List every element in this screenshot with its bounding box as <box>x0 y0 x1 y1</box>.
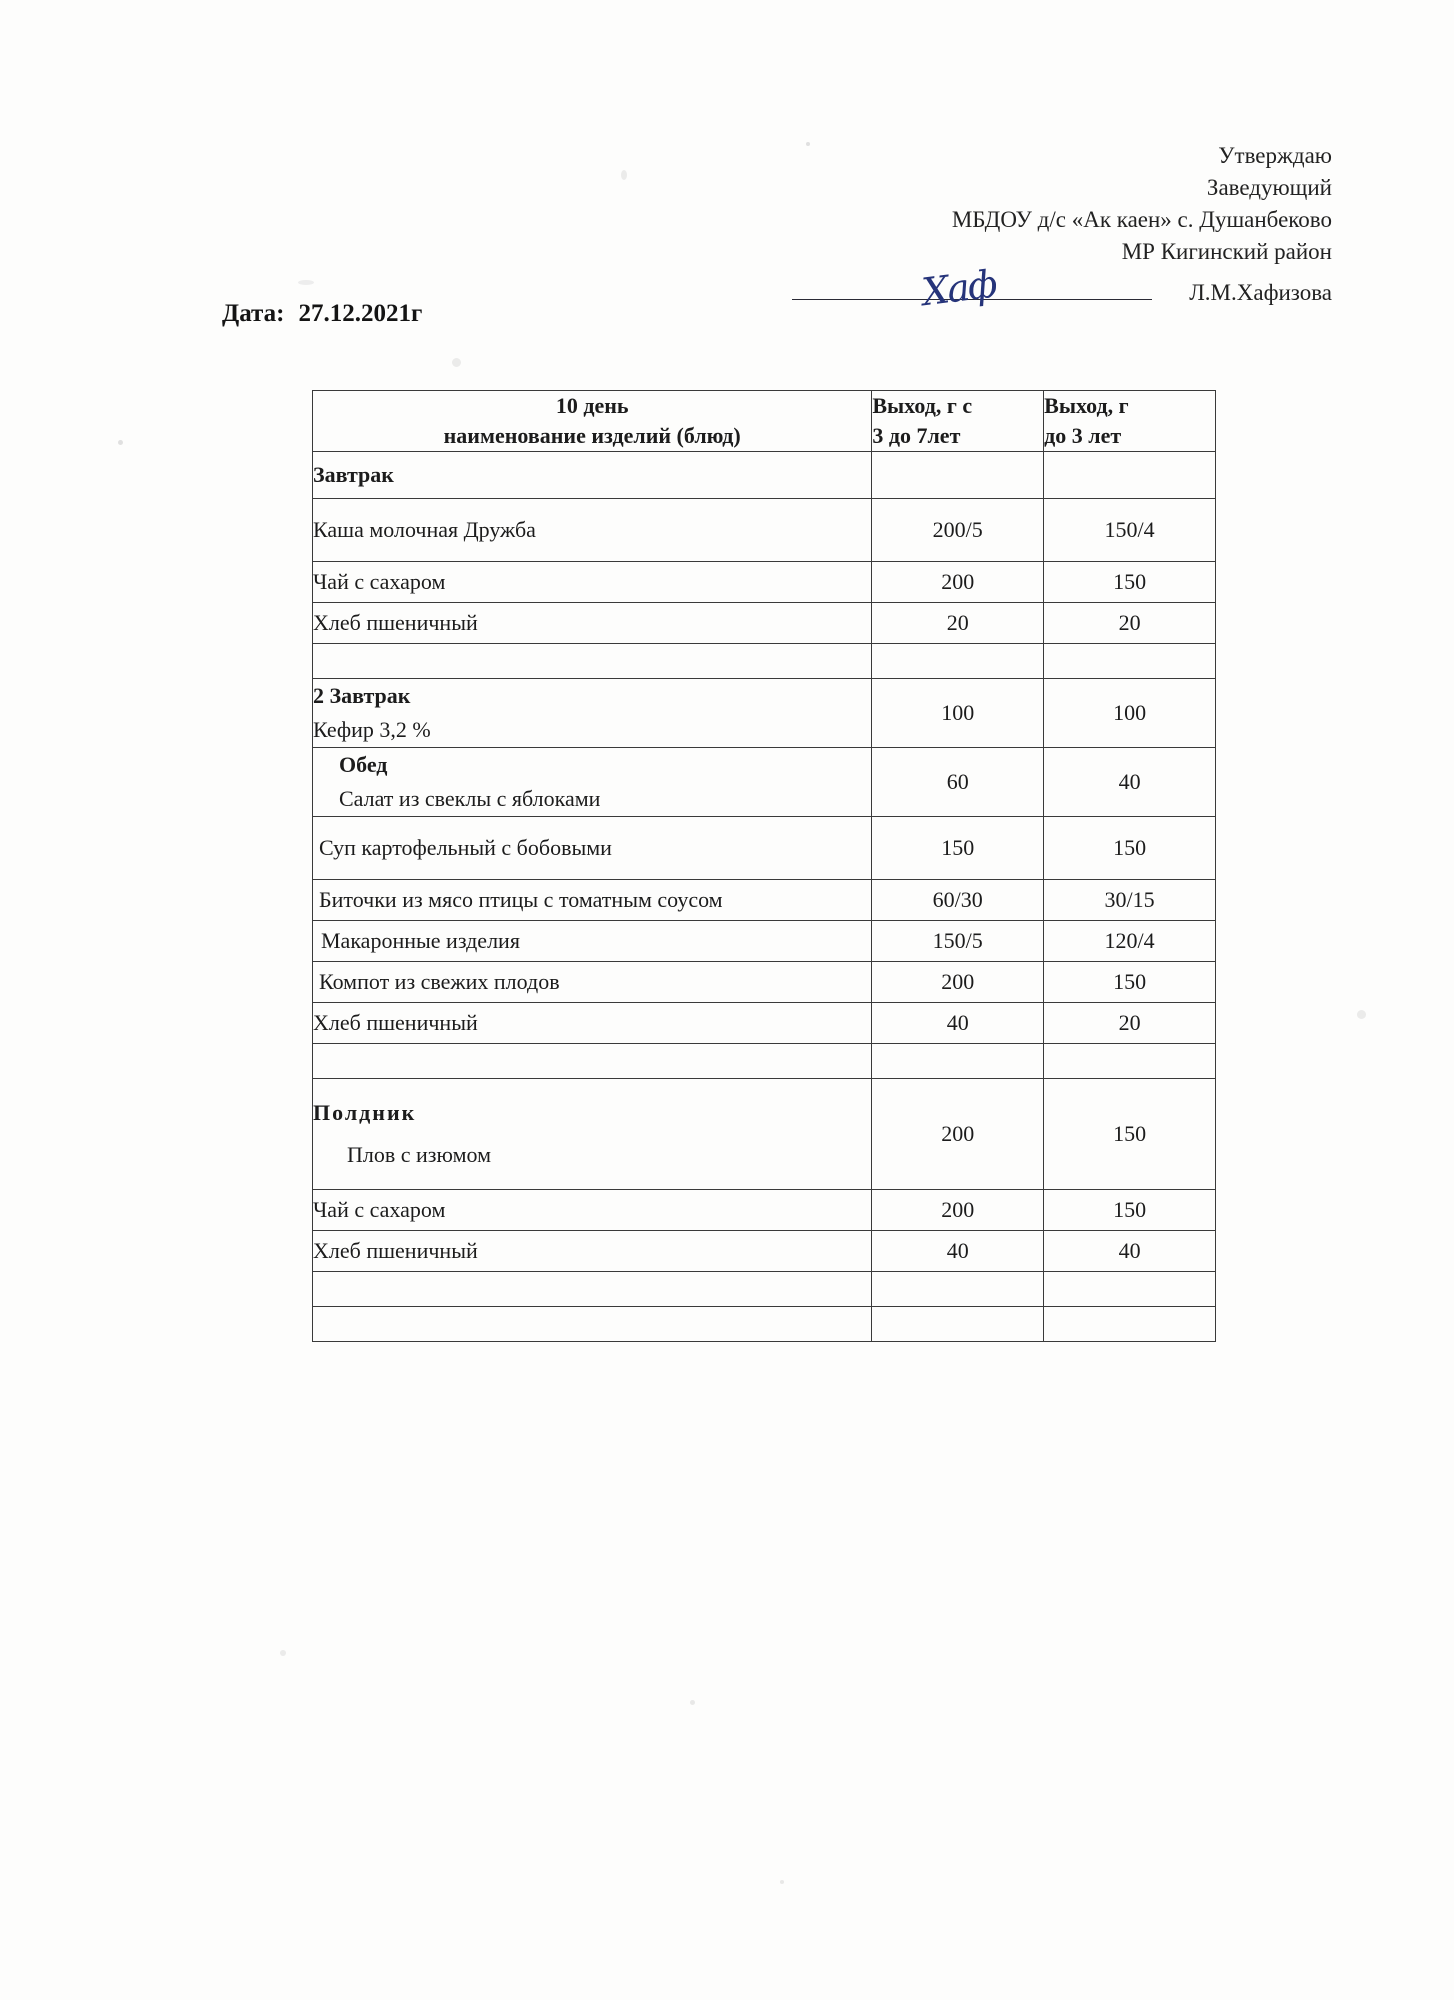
scan-speck <box>118 440 123 445</box>
approval-label: Утверждаю <box>1218 143 1332 168</box>
dish-name-with-section <box>313 1079 872 1190</box>
qty-3-7 <box>872 452 1044 499</box>
header-cell-name <box>313 391 872 452</box>
qty-3: 150 <box>1044 1079 1216 1190</box>
qty-3: 30/15 <box>1044 880 1216 921</box>
dish-name: Хлеб пшеничный <box>313 1003 872 1044</box>
qty-3: 150 <box>1044 817 1216 880</box>
dish-name: Хлеб пшеничный <box>313 603 872 644</box>
table-row <box>313 1190 1216 1231</box>
header-dish-name: наименование изделий (блюд) <box>443 423 741 448</box>
table-row <box>313 562 1216 603</box>
signer-name: Л.М.Хафизова <box>1189 280 1332 305</box>
handwritten-signature: Хаф <box>919 261 998 315</box>
qty-3: 150 <box>1044 1190 1216 1231</box>
table-row <box>313 880 1216 921</box>
table-row-blank <box>313 644 1216 679</box>
qty-3-7: 40 <box>872 1231 1044 1272</box>
dish-name: Макаронные изделия <box>313 921 872 962</box>
qty-3 <box>1044 644 1216 679</box>
dish-name <box>313 644 872 679</box>
qty-3 <box>1044 1272 1216 1307</box>
dish-name: Каша молочная Дружба <box>313 499 872 562</box>
qty-3-7: 150/5 <box>872 921 1044 962</box>
date-label: Дата: <box>222 300 285 327</box>
table-row <box>313 679 1216 748</box>
qty-3: 150 <box>1044 962 1216 1003</box>
qty-3 <box>1044 452 1216 499</box>
table-row-blank <box>313 1272 1216 1307</box>
qty-3: 40 <box>1044 1231 1216 1272</box>
table-row <box>313 499 1216 562</box>
qty-3-7: 100 <box>872 679 1044 748</box>
header-out-3-7-line2: 3 до 7лет <box>872 423 961 448</box>
dish-name: Суп картофельный с бобовыми <box>313 817 872 880</box>
qty-3-7: 150 <box>872 817 1044 880</box>
qty-3: 40 <box>1044 748 1216 817</box>
qty-3-7 <box>872 1272 1044 1307</box>
qty-3: 150 <box>1044 562 1216 603</box>
table-row-blank <box>313 1307 1216 1342</box>
qty-3-7: 200 <box>872 562 1044 603</box>
table-row <box>313 962 1216 1003</box>
dish-name: Кефир 3,2 % <box>313 717 431 742</box>
approval-district: МР Кигинский район <box>1121 239 1332 264</box>
qty-3: 100 <box>1044 679 1216 748</box>
dish-name-with-section <box>313 679 872 748</box>
table-row <box>313 603 1216 644</box>
scan-speck <box>452 358 461 367</box>
header-cell-out-3 <box>1044 391 1216 452</box>
dish-name <box>313 1272 872 1307</box>
qty-3 <box>1044 1044 1216 1079</box>
dish-name <box>313 1044 872 1079</box>
qty-3-7 <box>872 1044 1044 1079</box>
qty-3: 120/4 <box>1044 921 1216 962</box>
qty-3-7: 60 <box>872 748 1044 817</box>
header-out-3-line2: до 3 лет <box>1044 423 1122 448</box>
table-row <box>313 1003 1216 1044</box>
qty-3: 20 <box>1044 603 1216 644</box>
dish-name: Чай с сахаром <box>313 562 872 603</box>
scan-speck <box>1357 1010 1366 1019</box>
qty-3-7: 60/30 <box>872 880 1044 921</box>
scan-speck <box>280 1650 286 1656</box>
header-out-3-7-line1: Выход, г с <box>872 393 973 418</box>
qty-3-7: 200 <box>872 962 1044 1003</box>
menu-table <box>312 390 1216 1342</box>
section-label: Полдник <box>313 1100 417 1125</box>
dish-name: Компот из свежих плодов <box>313 962 872 1003</box>
table-header-row <box>313 391 1216 452</box>
header-out-3-line1: Выход, г <box>1044 393 1129 418</box>
qty-3-7: 200 <box>872 1079 1044 1190</box>
approval-position: Заведующий <box>1206 175 1332 200</box>
header-cell-out-3-7 <box>872 391 1044 452</box>
qty-3: 20 <box>1044 1003 1216 1044</box>
dish-name-with-section <box>313 748 872 817</box>
qty-3-7: 40 <box>872 1003 1044 1044</box>
scan-speck <box>690 1700 695 1705</box>
dish-name: Чай с сахаром <box>313 1190 872 1231</box>
table-row <box>313 748 1216 817</box>
section-label: Обед <box>339 752 388 777</box>
qty-3-7: 200/5 <box>872 499 1044 562</box>
qty-3 <box>1044 1307 1216 1342</box>
dish-name: Салат из свеклы с яблоками <box>339 786 601 811</box>
scan-speck <box>780 1880 784 1884</box>
table-row <box>313 1231 1216 1272</box>
table-row-blank <box>313 1044 1216 1079</box>
qty-3-7 <box>872 644 1044 679</box>
qty-3-7: 200 <box>872 1190 1044 1231</box>
table-row <box>313 1079 1216 1190</box>
qty-3-7 <box>872 1307 1044 1342</box>
qty-3-7: 20 <box>872 603 1044 644</box>
dish-name: Хлеб пшеничный <box>313 1231 872 1272</box>
scan-speck <box>298 280 314 285</box>
section-label: 2 Завтрак <box>313 683 411 708</box>
table-row <box>313 817 1216 880</box>
approval-header <box>792 140 1332 268</box>
dish-name: Биточки из мясо птицы с томатным соусом <box>313 880 872 921</box>
approval-institution: МБДОУ д/с «Ак каен» с. Душанбеково <box>951 207 1332 232</box>
scan-speck <box>621 170 627 180</box>
qty-3: 150/4 <box>1044 499 1216 562</box>
table-row <box>313 921 1216 962</box>
signature-row <box>772 261 1332 315</box>
date-value: 27.12.2021г <box>298 300 423 327</box>
dish-name: Плов с изюмом <box>347 1142 492 1167</box>
header-day: 10 день <box>555 393 629 418</box>
document-date <box>222 300 422 328</box>
section-label: Завтрак <box>313 452 872 499</box>
dish-name <box>313 1307 872 1342</box>
table-row <box>313 452 1216 499</box>
